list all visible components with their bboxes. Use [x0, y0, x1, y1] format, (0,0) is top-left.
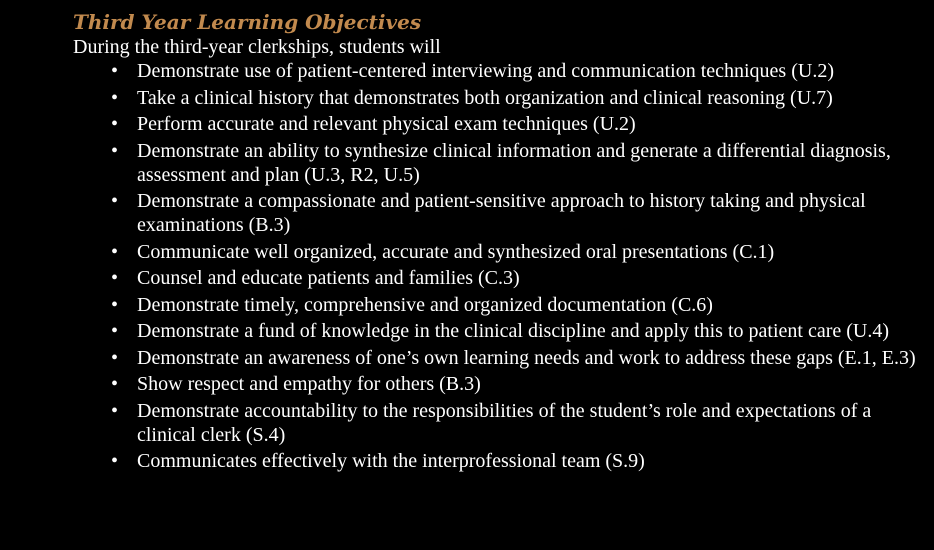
list-item: [73, 189, 918, 237]
list-item: [73, 266, 918, 290]
document: [73, 9, 918, 476]
bullet-icon: •: [111, 86, 119, 109]
bullet-icon: •: [111, 113, 119, 135]
list-item: [73, 293, 918, 317]
objective-text: Demonstrate a compassionate and patient-sensitive approach to history taking and physical examinations (B.3): [137, 190, 866, 236]
list-item: [73, 240, 918, 264]
page-title: Third Year Learning Objectives: [73, 10, 422, 34]
bullet-icon: •: [111, 240, 119, 263]
objective-text: Communicates effectively with the interprofessional team (S.9): [137, 450, 645, 472]
objective-text: Demonstrate an ability to synthesize clinical information and generate a differential diagnosis, assessment and plan (U.3, R2, U.5): [137, 139, 891, 186]
objective-text: Counsel and educate patients and families (C.3): [137, 267, 520, 289]
intro-text: During the third-year clerkships, students will: [73, 36, 441, 58]
objective-text: Take a clinical history that demonstrates both organization and clinical reasoning (U.7): [137, 86, 833, 109]
objectives-list: [73, 59, 918, 473]
bullet-icon: •: [111, 267, 119, 289]
bullet-icon: •: [111, 373, 119, 395]
list-item: [73, 372, 918, 396]
bullet-icon: •: [111, 320, 119, 342]
list-item: [73, 399, 918, 447]
list-item: [73, 59, 918, 83]
list-item: [73, 449, 918, 473]
objective-text: Demonstrate accountability to the responsibilities of the student’s role and expectations of a clinical clerk (S.4): [137, 399, 872, 446]
bullet-icon: •: [111, 190, 119, 212]
objective-text: Communicate well organized, accurate and synthesized oral presentations (C.1): [137, 240, 775, 263]
list-item: [73, 346, 918, 370]
bullet-icon: •: [111, 293, 119, 316]
objective-text: Show respect and empathy for others (B.3): [137, 373, 481, 395]
objective-text: Demonstrate use of patient-centered interviewing and communication techniques (U.2): [137, 60, 834, 82]
bullet-icon: •: [111, 450, 119, 472]
bullet-icon: •: [111, 60, 119, 82]
objective-text: Demonstrate a fund of knowledge in the clinical discipline and apply this to patient care (U.4): [137, 320, 889, 342]
bullet-icon: •: [111, 346, 119, 369]
list-item: [73, 112, 918, 136]
bullet-icon: •: [111, 399, 119, 422]
objective-text: Demonstrate an awareness of one’s own learning needs and work to address these gaps (E.1, E.3): [137, 346, 916, 369]
list-item: [73, 139, 918, 187]
bullet-icon: •: [111, 139, 119, 162]
objective-text: Perform accurate and relevant physical exam techniques (U.2): [137, 113, 636, 135]
list-item: [73, 319, 918, 343]
objective-text: Demonstrate timely, comprehensive and organized documentation (C.6): [137, 293, 713, 316]
list-item: [73, 86, 918, 110]
